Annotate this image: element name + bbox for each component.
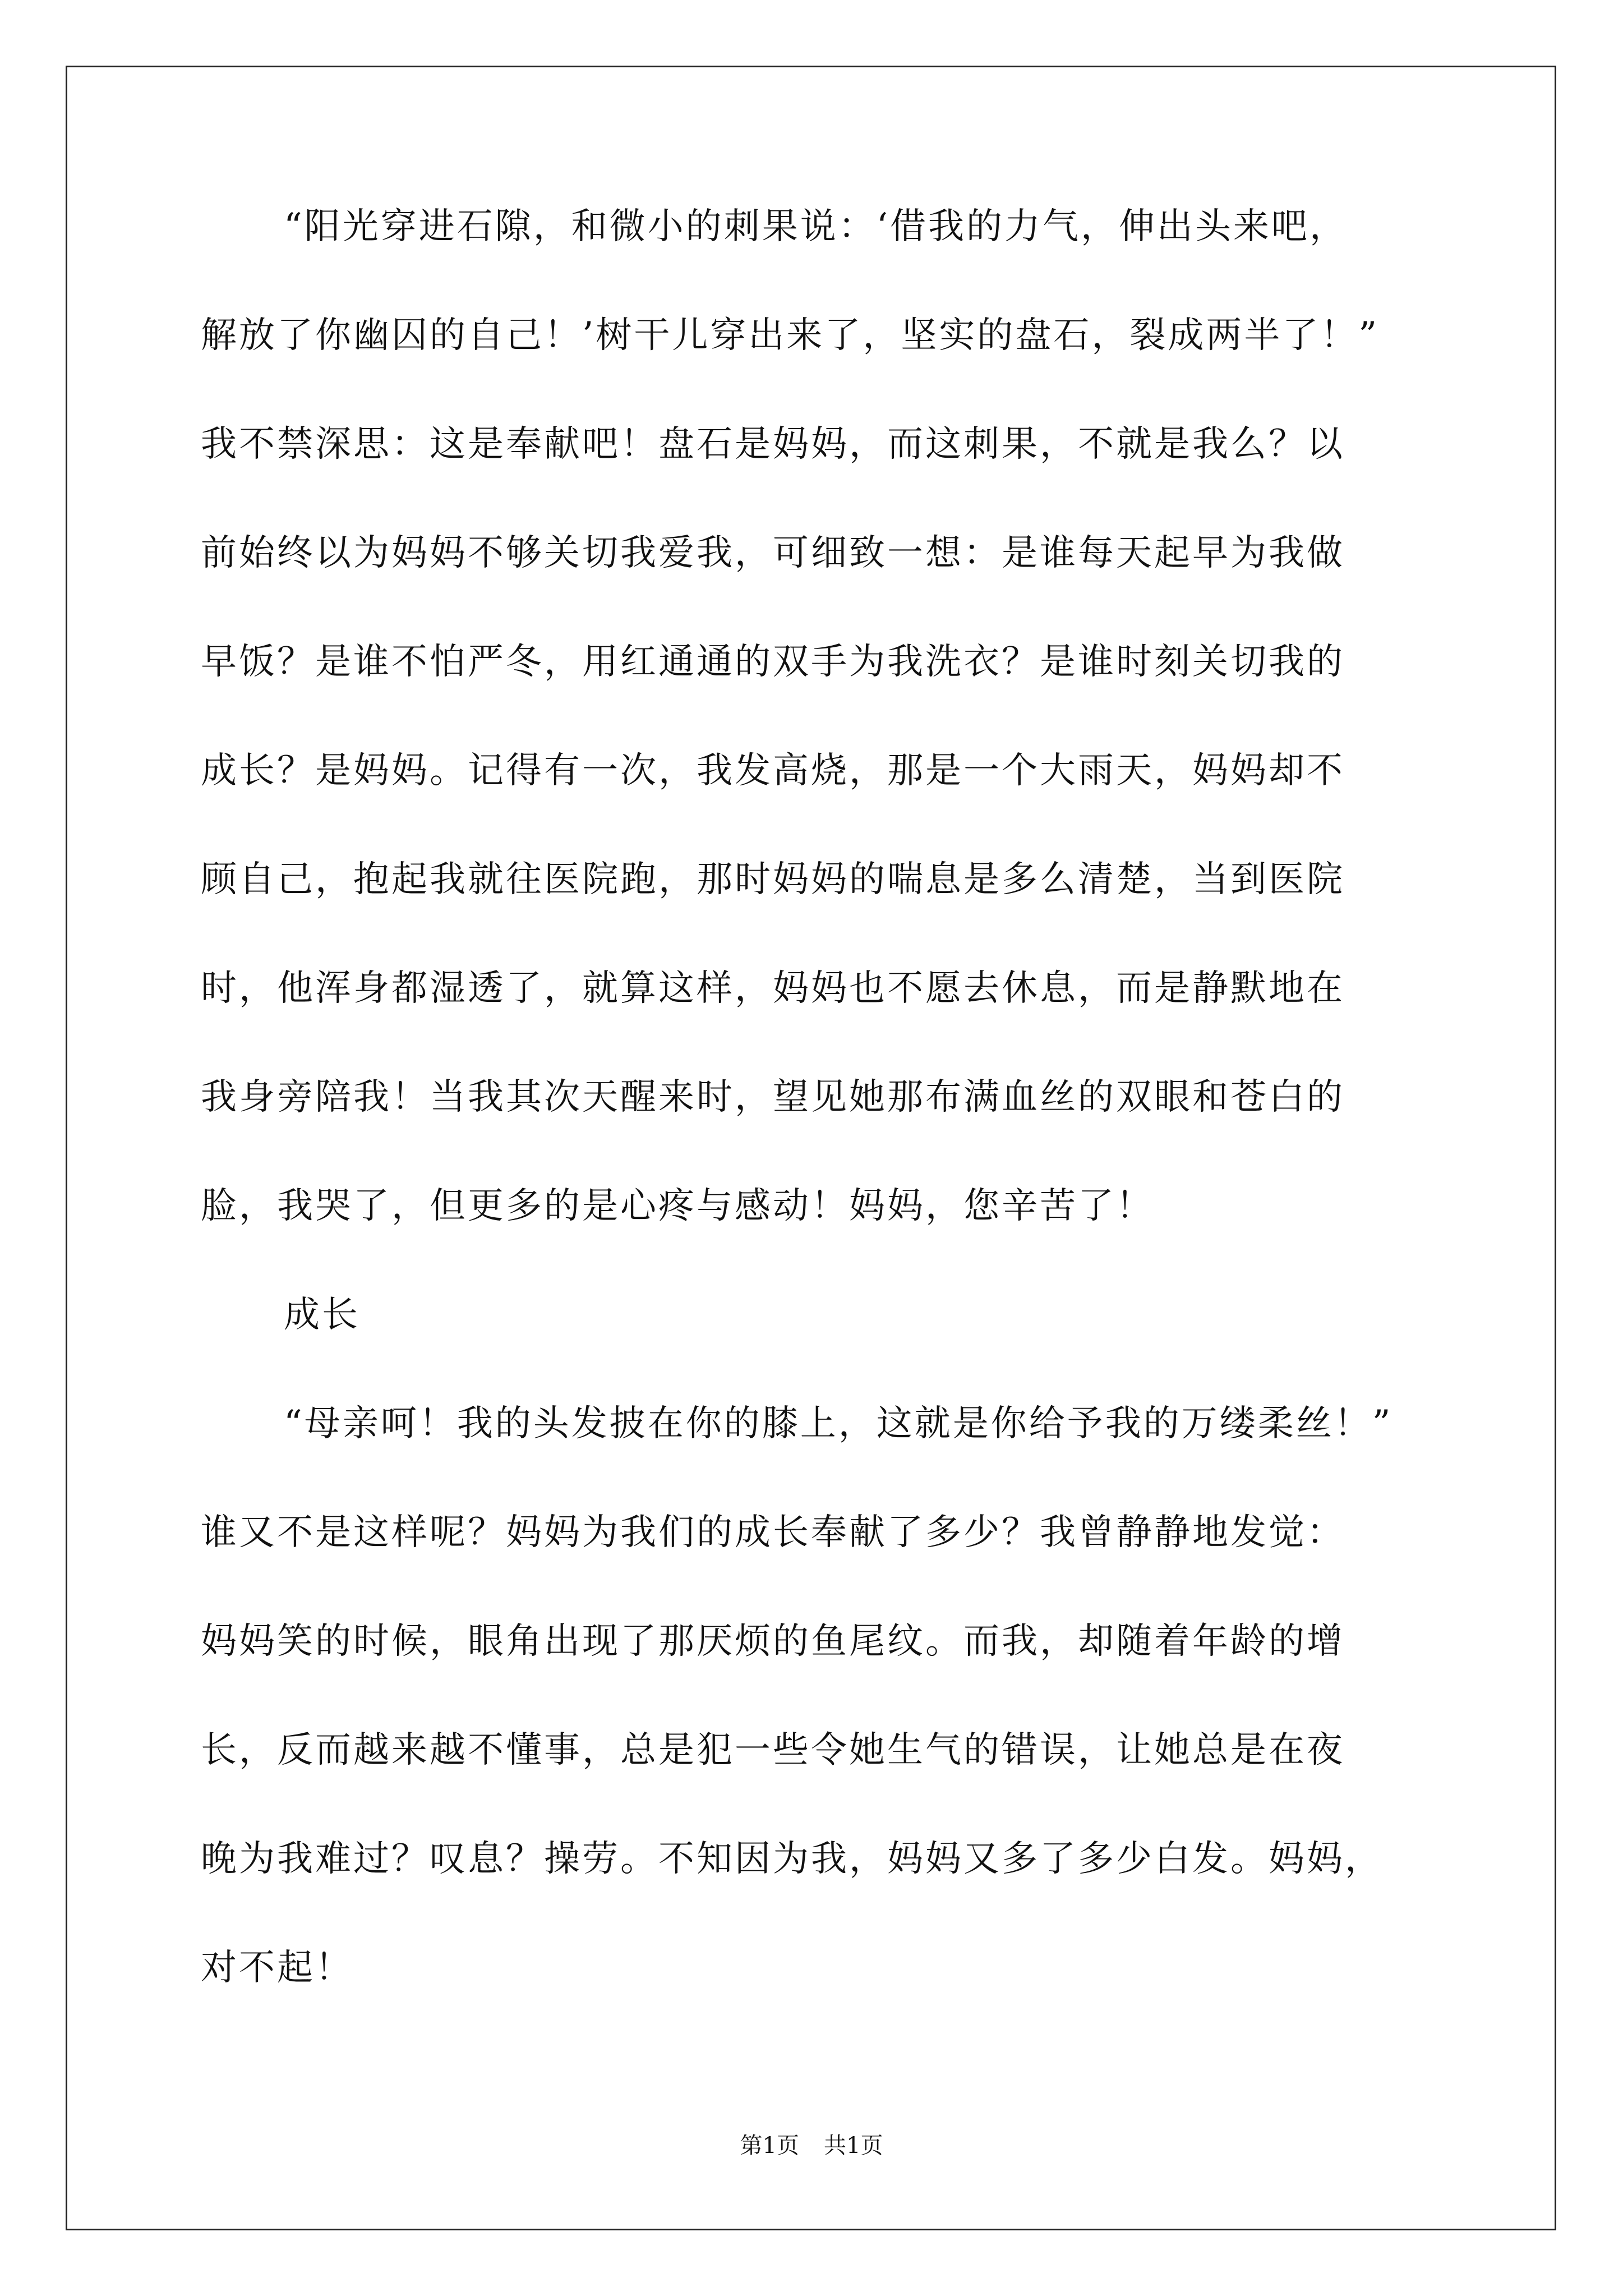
text-line: 晚为我难过？叹息？操劳。不知因为我，妈妈又多了多少白发。妈妈， — [201, 1838, 1383, 1880]
text-line: 脸，我哭了，但更多的是心疼与感动！妈妈，您辛苦了！ — [201, 1185, 1154, 1227]
text-line: 成长？是妈妈。记得有一次，我发高烧，那是一个大雨天，妈妈却不 — [201, 750, 1345, 792]
page-footer — [0, 2134, 1623, 2157]
text-line: 妈妈笑的时候，眼角出现了那厌烦的鱼尾纹。而我，却随着年龄的增 — [201, 1621, 1345, 1662]
page-count: 共1页 — [824, 2133, 883, 2159]
text-line: 解放了你幽囚的自己！’树干儿穿出来了，坚实的盘石，裂成两半了！” — [201, 315, 1380, 356]
text-line: 对不起！ — [201, 1947, 353, 1989]
text-line: 早饭？是谁不怕严冬，用红通通的双手为我洗衣？是谁时刻关切我的 — [201, 641, 1345, 683]
text-line: 时，他浑身都湿透了，就算这样，妈妈也不愿去休息，而是静默地在 — [201, 968, 1345, 1009]
text-line: 我身旁陪我！当我其次天醒来时，望见她那布满血丝的双眼和苍白的 — [201, 1076, 1345, 1118]
text-line: 顾自己，抱起我就往医院跑，那时妈妈的喘息是多么清楚，当到医院 — [201, 859, 1345, 900]
document-body — [201, 206, 1468, 2059]
text-line: 前始终以为妈妈不够关切我爱我，可细致一想：是谁每天起早为我做 — [201, 532, 1345, 574]
text-line: “母亲呵！我的头发披在你的膝上，这就是你给予我的万缕柔丝！” — [284, 1403, 1393, 1444]
section-heading: 成长 — [284, 1294, 360, 1336]
text-line: 谁又不是这样呢？妈妈为我们的成长奉献了多少？我曾静静地发觉： — [201, 1512, 1345, 1553]
text-line: 我不禁深思：这是奉献吧！盘石是妈妈，而这刺果，不就是我么？以 — [201, 424, 1345, 465]
page-number: 第1页 — [740, 2133, 799, 2159]
text-line: 长，反而越来越不懂事，总是犯一些令她生气的错误，让她总是在夜 — [201, 1729, 1345, 1771]
text-line: “阳光穿进石隙，和微小的刺果说：‘借我的力气，伸出头来吧， — [284, 206, 1348, 247]
